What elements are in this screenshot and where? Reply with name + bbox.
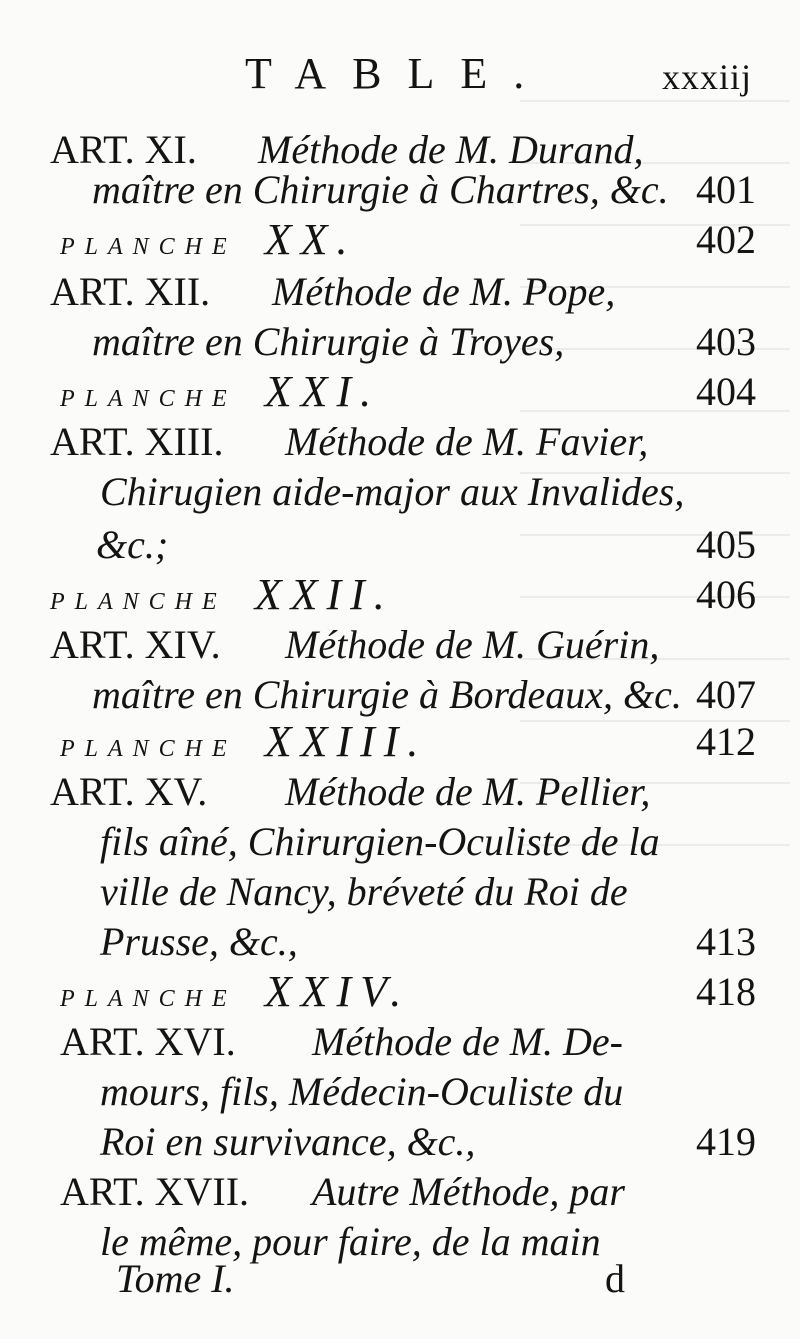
plate-entry <box>0 210 800 270</box>
page-ref: 405 <box>696 522 756 567</box>
plate-word: PLANCHE <box>60 736 237 762</box>
art-continuation: fils aîné, Chirurgien-Oculiste de la <box>100 819 660 864</box>
plate-number: XXII. <box>254 570 394 619</box>
art-title: Méthode de M. De- <box>312 1019 623 1064</box>
art-number: ART. XII. <box>50 269 211 314</box>
volume-label: Tome I. <box>116 1256 235 1301</box>
plate-word: PLANCHE <box>60 986 237 1012</box>
art-continuation: Prusse, &c., <box>100 919 298 964</box>
art-continuation: &c.; <box>96 522 169 567</box>
toc-entry-cont <box>0 462 800 522</box>
art-continuation: Roi en survivance, &c., <box>100 1119 476 1164</box>
page-ref: 402 <box>696 217 756 262</box>
page-ref: 406 <box>696 572 756 617</box>
page-ref: 413 <box>696 919 756 964</box>
art-number: ART. XVI. <box>60 1019 236 1064</box>
page-ref: 419 <box>696 1119 756 1164</box>
art-title: Autre Méthode, par <box>312 1169 625 1214</box>
plate-word: PLANCHE <box>50 589 227 615</box>
header-title: TABLE. <box>245 49 551 98</box>
page-ref: 418 <box>696 969 756 1014</box>
art-number: ART. XVII. <box>60 1169 250 1214</box>
art-continuation: ville de Nancy, bréveté du Roi de <box>100 869 628 914</box>
art-continuation: maître en Chirurgie à Chartres, &c. <box>92 167 669 212</box>
plate-word: PLANCHE <box>60 386 237 412</box>
page-ref: 403 <box>696 319 756 364</box>
running-header <box>0 48 800 108</box>
signature-mark: d <box>605 1256 625 1301</box>
header-page-number: xxxiij <box>661 57 752 97</box>
art-continuation: Chirugien aide-major aux Invalides, <box>100 469 685 514</box>
art-title: Méthode de M. Pope, <box>272 269 616 314</box>
art-title: Méthode de M. Pellier, <box>285 769 651 814</box>
art-continuation: le même, pour faire, de la main <box>100 1219 601 1264</box>
art-continuation: maître en Chirurgie à Bordeaux, &c. <box>92 672 682 717</box>
plate-number: XXIII. <box>264 717 428 766</box>
art-number: ART. XV. <box>50 769 208 814</box>
art-title: Méthode de M. Guérin, <box>285 622 660 667</box>
plate-number: XXIV. <box>264 967 411 1016</box>
art-continuation: maître en Chirurgie à Troyes, <box>92 319 565 364</box>
page-ref: 401 <box>696 167 756 212</box>
page-ref: 404 <box>696 369 756 414</box>
art-number: ART. XIII. <box>50 419 224 464</box>
art-title: Méthode de M. Favier, <box>285 419 649 464</box>
page-ref: 407 <box>696 672 756 717</box>
art-title: Méthode de M. Durand, <box>258 127 644 172</box>
plate-word: PLANCHE <box>60 234 237 260</box>
page-ref: 412 <box>696 719 756 764</box>
plate-number: XXI. <box>264 367 381 416</box>
art-number: ART. XI. <box>50 127 197 172</box>
art-number: ART. XIV. <box>50 622 221 667</box>
art-continuation: mours, fils, Médecin-Oculiste du <box>100 1069 624 1114</box>
plate-number: XX. <box>264 215 357 264</box>
page-footer <box>0 1255 800 1315</box>
